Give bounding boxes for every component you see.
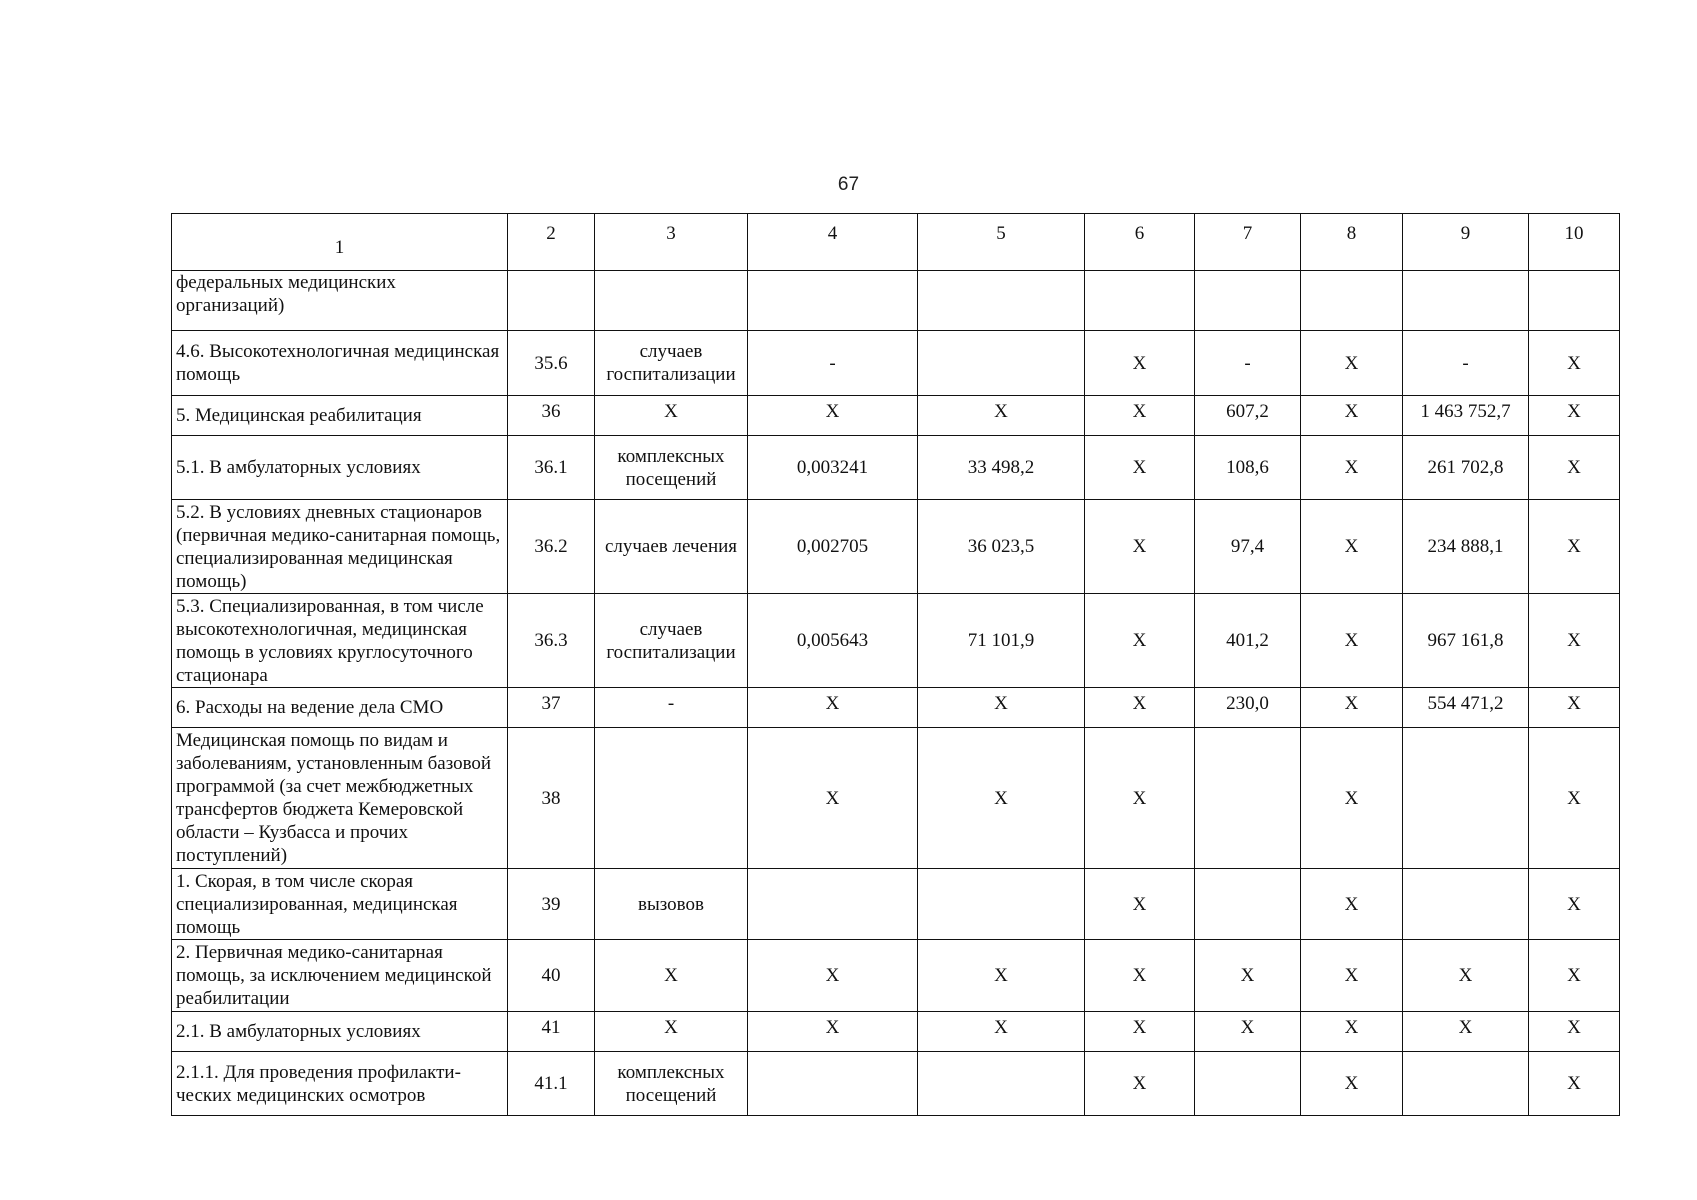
- table-row: [172, 688, 1620, 728]
- table-cell: Х: [595, 396, 748, 436]
- table-cell: [1403, 1052, 1529, 1116]
- table-cell: [748, 1052, 918, 1116]
- table-cell: [508, 271, 595, 331]
- data-table: [171, 213, 1620, 1116]
- table-cell: Х: [1085, 728, 1195, 869]
- table-cell: Х: [1085, 436, 1195, 500]
- table-cell: 0,005643: [748, 594, 918, 688]
- table-cell: Х: [1301, 331, 1403, 396]
- table-cell: Х: [595, 940, 748, 1012]
- table-cell: Х: [748, 396, 918, 436]
- header-cell: 9: [1403, 214, 1529, 271]
- table-row: [172, 728, 1620, 869]
- table-cell: [1195, 728, 1301, 869]
- table-cell: -: [748, 331, 918, 396]
- table-row: [172, 869, 1620, 940]
- table-cell: -: [1403, 331, 1529, 396]
- table-cell: 401,2: [1195, 594, 1301, 688]
- table-cell: [1529, 271, 1620, 331]
- table-cell: 234 888,1: [1403, 500, 1529, 594]
- header-cell: 7: [1195, 214, 1301, 271]
- table-cell: Х: [1301, 500, 1403, 594]
- table-cell: Х: [1195, 1012, 1301, 1052]
- table-cell: 108,6: [1195, 436, 1301, 500]
- table-row: [172, 940, 1620, 1012]
- table-cell: 38: [508, 728, 595, 869]
- table-header-row: [172, 214, 1620, 271]
- row-name: 1. Скорая, в том числе скорая специализированная, медицинская помощь: [172, 869, 508, 940]
- row-name: федеральных медицинских организаций): [172, 271, 508, 331]
- table-cell: 967 161,8: [1403, 594, 1529, 688]
- table-row: [172, 331, 1620, 396]
- table-cell: 41: [508, 1012, 595, 1052]
- table-cell: [918, 271, 1085, 331]
- table-cell: Х: [748, 1012, 918, 1052]
- table-cell: Х: [1529, 940, 1620, 1012]
- table-cell: 40: [508, 940, 595, 1012]
- table-cell: комплексных посещений: [595, 436, 748, 500]
- table-cell: Х: [1085, 1012, 1195, 1052]
- table-cell: [1403, 728, 1529, 869]
- table-cell: Х: [1529, 396, 1620, 436]
- table-cell: случаев госпитализации: [595, 331, 748, 396]
- header-cell: 5: [918, 214, 1085, 271]
- table-cell: Х: [1529, 436, 1620, 500]
- table-cell: [1403, 271, 1529, 331]
- table-cell: Х: [1301, 396, 1403, 436]
- table-cell: комплексных посещений: [595, 1052, 748, 1116]
- table-cell: Х: [1085, 500, 1195, 594]
- table-cell: Х: [1301, 594, 1403, 688]
- table-cell: 36.1: [508, 436, 595, 500]
- table-cell: Х: [1301, 728, 1403, 869]
- table-row: [172, 500, 1620, 594]
- table-cell: Х: [1085, 331, 1195, 396]
- table-cell: 97,4: [1195, 500, 1301, 594]
- row-name: 5.1. В амбулаторных условиях: [172, 436, 508, 500]
- row-name: Медицинская помощь по видам и заболеваниям, установленным базовой программой (за счет межбюджетных трансфертов бюджета Кемеровской области – Кузбасса и прочих поступлений): [172, 728, 508, 869]
- table-cell: Х: [1403, 1012, 1529, 1052]
- row-name: 5. Медицинская реабилитация: [172, 396, 508, 436]
- table-cell: Х: [1301, 1012, 1403, 1052]
- row-name: 5.2. В условиях дневных стационаров (первичная медико-санитарная помощь, специализированная медицинская помощь): [172, 500, 508, 594]
- table-cell: [748, 271, 918, 331]
- table-cell: Х: [918, 728, 1085, 869]
- table-cell: Х: [1085, 940, 1195, 1012]
- table-cell: [1195, 1052, 1301, 1116]
- table-cell: [1085, 271, 1195, 331]
- table-cell: 230,0: [1195, 688, 1301, 728]
- table-row: [172, 594, 1620, 688]
- table-cell: Х: [918, 396, 1085, 436]
- table-cell: Х: [595, 1012, 748, 1052]
- table-cell: 36.2: [508, 500, 595, 594]
- table-cell: Х: [1529, 1012, 1620, 1052]
- table-cell: Х: [1301, 688, 1403, 728]
- table-cell: 554 471,2: [1403, 688, 1529, 728]
- table-cell: Х: [918, 688, 1085, 728]
- table-cell: [918, 1052, 1085, 1116]
- table-cell: Х: [1301, 1052, 1403, 1116]
- table-cell: Х: [1403, 940, 1529, 1012]
- table-row: [172, 1012, 1620, 1052]
- row-name: 6. Расходы на ведение дела СМО: [172, 688, 508, 728]
- table-row: [172, 271, 1620, 331]
- table-cell: Х: [1085, 1052, 1195, 1116]
- table-cell: Х: [918, 940, 1085, 1012]
- table-cell: 0,003241: [748, 436, 918, 500]
- row-name: 2.1.1. Для проведения профилакти-ческих медицинских осмотров: [172, 1052, 508, 1116]
- table-cell: Х: [1085, 688, 1195, 728]
- table-cell: Х: [1529, 1052, 1620, 1116]
- table-cell: [595, 271, 748, 331]
- header-cell: 3: [595, 214, 748, 271]
- table-row: [172, 396, 1620, 436]
- table-row: [172, 436, 1620, 500]
- table-cell: [1301, 271, 1403, 331]
- table-cell: 35.6: [508, 331, 595, 396]
- table-cell: Х: [1301, 869, 1403, 940]
- table-cell: Х: [1085, 396, 1195, 436]
- table-cell: Х: [1301, 940, 1403, 1012]
- header-cell: 10: [1529, 214, 1620, 271]
- table-cell: 71 101,9: [918, 594, 1085, 688]
- table-cell: 39: [508, 869, 595, 940]
- table-cell: Х: [748, 940, 918, 1012]
- header-cell: 6: [1085, 214, 1195, 271]
- table-cell: 0,002705: [748, 500, 918, 594]
- table-cell: Х: [1301, 436, 1403, 500]
- table-cell: Х: [748, 728, 918, 869]
- table-cell: 36.3: [508, 594, 595, 688]
- table-cell: 36 023,5: [918, 500, 1085, 594]
- header-cell: 2: [508, 214, 595, 271]
- table-cell: Х: [1529, 594, 1620, 688]
- table-cell: [918, 869, 1085, 940]
- table-cell: 607,2: [1195, 396, 1301, 436]
- table-cell: случаев госпитализации: [595, 594, 748, 688]
- table-cell: -: [1195, 331, 1301, 396]
- table-cell: 33 498,2: [918, 436, 1085, 500]
- table-row: [172, 1052, 1620, 1116]
- table-cell: Х: [1529, 728, 1620, 869]
- table-cell: 261 702,8: [1403, 436, 1529, 500]
- table-cell: 37: [508, 688, 595, 728]
- table-cell: Х: [1529, 331, 1620, 396]
- table-cell: Х: [1195, 940, 1301, 1012]
- page-number: 67: [837, 174, 860, 195]
- table-cell: [748, 869, 918, 940]
- row-name: 2. Первичная медико-санитарная помощь, за исключением медицинской реабилитации: [172, 940, 508, 1012]
- table-cell: Х: [1085, 594, 1195, 688]
- table-cell: Х: [918, 1012, 1085, 1052]
- header-cell: 1: [172, 214, 508, 271]
- row-name: 4.6. Высокотехнологичная медицинская помощь: [172, 331, 508, 396]
- table-cell: [1195, 869, 1301, 940]
- header-cell: 8: [1301, 214, 1403, 271]
- table-cell: 1 463 752,7: [1403, 396, 1529, 436]
- table-cell: [595, 728, 748, 869]
- table-cell: 41.1: [508, 1052, 595, 1116]
- table-cell: Х: [1529, 500, 1620, 594]
- table-cell: Х: [1529, 869, 1620, 940]
- table-cell: [1403, 869, 1529, 940]
- row-name: 2.1. В амбулаторных условиях: [172, 1012, 508, 1052]
- table-cell: случаев лечения: [595, 500, 748, 594]
- row-name: 5.3. Специализированная, в том числе высокотехнологичная, медицинская помощь в условиях круглосуточного стационара: [172, 594, 508, 688]
- table-cell: [1195, 271, 1301, 331]
- table-cell: Х: [748, 688, 918, 728]
- table-cell: Х: [1529, 688, 1620, 728]
- table-cell: -: [595, 688, 748, 728]
- table-cell: Х: [1085, 869, 1195, 940]
- table-cell: 36: [508, 396, 595, 436]
- header-cell: 4: [748, 214, 918, 271]
- table-cell: [918, 331, 1085, 396]
- table-cell: вызовов: [595, 869, 748, 940]
